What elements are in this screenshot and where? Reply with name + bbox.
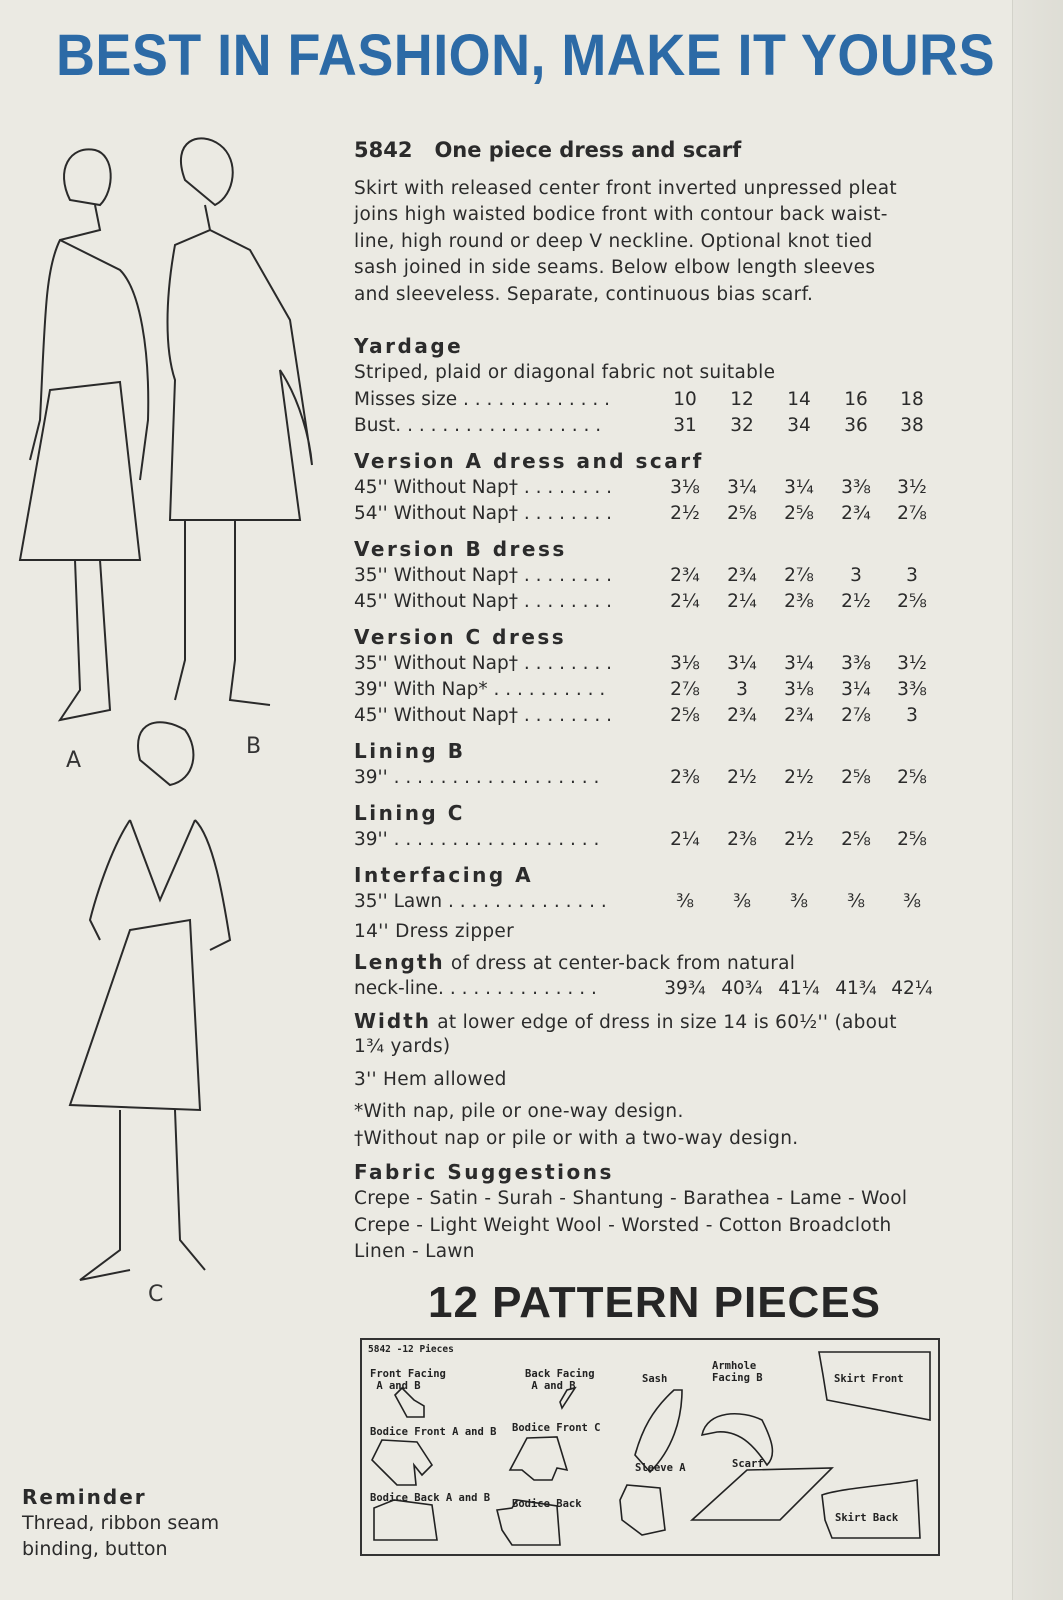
row-label: Bust. . . . . . . . . . . . . . . . . . xyxy=(354,414,602,436)
row-value: 3⅜ xyxy=(897,678,927,700)
pattern-name: One piece dress and scarf xyxy=(434,138,742,162)
row-value: 10 xyxy=(673,388,697,410)
fabric-line: Linen - Lawn xyxy=(354,1241,475,1263)
row-value: 3¼ xyxy=(727,476,757,498)
description-line: joins high waisted bodice front with contour back waist- xyxy=(354,204,888,226)
row-value: 12 xyxy=(730,388,754,410)
row-value: 2¼ xyxy=(727,590,757,612)
pattern-description xyxy=(354,176,939,308)
yardage-row xyxy=(354,889,939,915)
row-label: 39'' . . . . . . . . . . . . . . . . . . xyxy=(354,828,600,850)
description-line: Skirt with released center front inverted unpressed pleat xyxy=(354,178,897,199)
row-value: 3⅜ xyxy=(841,476,871,498)
pattern-pieces-diagram xyxy=(360,1338,940,1556)
row-value: 18 xyxy=(900,388,924,410)
row-value: 3⅛ xyxy=(670,652,700,674)
row-value: 42¼ xyxy=(891,977,933,999)
row-label: 54'' Without Nap† . . . . . . . . xyxy=(354,502,613,524)
yardage-row xyxy=(354,589,939,615)
notions: 14'' Dress zipper xyxy=(354,920,515,942)
row-value: 2½ xyxy=(841,590,871,612)
figure-c xyxy=(70,722,230,1280)
reminder-line: binding, button xyxy=(22,1538,168,1560)
row-value: 2⅝ xyxy=(897,766,927,788)
label-bodice-back-ab: Bodice Back A and B xyxy=(370,1492,491,1504)
row-value: 2¾ xyxy=(784,704,814,726)
yardage-row xyxy=(354,765,939,791)
reminder-heading: Reminder xyxy=(22,1485,147,1509)
footnote-without-nap: †Without nap or pile or with a two-way design. xyxy=(354,1127,799,1149)
row-value: 2⅝ xyxy=(897,590,927,612)
bodice-back-ab-shape xyxy=(374,1500,437,1540)
section-heading: Version A dress and scarf xyxy=(354,448,704,473)
row-value: 41¾ xyxy=(835,977,877,999)
scarf-shape xyxy=(692,1468,832,1520)
row-value: 2⅞ xyxy=(841,704,871,726)
row-value: ⅜ xyxy=(733,890,751,912)
label-sleeve-a: Sleeve A xyxy=(635,1462,686,1474)
row-label: Misses size . . . . . . . . . . . . . xyxy=(354,388,611,410)
row-value: 2⅞ xyxy=(897,502,927,524)
row-label: 35'' Without Nap† . . . . . . . . xyxy=(354,564,613,586)
yardage-row xyxy=(354,501,939,527)
label-armhole-facing: Armhole Facing B xyxy=(712,1360,763,1384)
row-value: 39¾ xyxy=(664,977,706,999)
label-skirt-front: Skirt Front xyxy=(834,1373,904,1385)
reminder-line: Thread, ribbon seam xyxy=(22,1512,220,1534)
row-value: 2⅞ xyxy=(784,564,814,586)
row-value: 31 xyxy=(673,414,697,436)
label-back-facing: Back Facing A and B xyxy=(525,1368,595,1392)
section-heading: Interfacing A xyxy=(354,862,534,887)
row-label: 39'' . . . . . . . . . . . . . . . . . . xyxy=(354,766,600,788)
fashion-illustrations xyxy=(0,120,340,1320)
width-text xyxy=(354,1008,939,1035)
yardage-row xyxy=(354,475,939,501)
fabric-heading: Fabric Suggestions xyxy=(354,1160,614,1185)
description-line: and sleeveless. Separate, continuous bias scarf. xyxy=(354,283,814,305)
bodice-front-ab-shape xyxy=(372,1440,432,1485)
yardage-row xyxy=(354,677,939,703)
footnote-nap: *With nap, pile or one-way design. xyxy=(354,1101,684,1123)
pattern-number: 5842 xyxy=(354,138,413,162)
label-bodice-front-c: Bodice Front C xyxy=(512,1422,601,1434)
row-label: 45'' Without Nap† . . . . . . . . xyxy=(354,590,613,612)
row-value: 3¼ xyxy=(727,652,757,674)
figure-label-a: A xyxy=(66,748,82,773)
label-scarf: Scarf xyxy=(732,1458,764,1470)
row-value: 3½ xyxy=(897,476,927,498)
row-value: 16 xyxy=(844,388,868,410)
row-value: 3 xyxy=(850,564,862,586)
row-value: ⅜ xyxy=(676,890,694,912)
row-value: 2½ xyxy=(727,766,757,788)
fabric-line: Crepe - Satin - Surah - Shantung - Barathea - Lame - Wool xyxy=(354,1188,908,1210)
figure-label-c: C xyxy=(148,1282,164,1307)
row-value: 2¾ xyxy=(727,564,757,586)
row-value: ⅜ xyxy=(847,890,865,912)
label-bodice-front-ab: Bodice Front A and B xyxy=(370,1426,497,1438)
paper-edge xyxy=(1012,0,1063,1600)
label-front-facing: Front Facing A and B xyxy=(370,1368,446,1392)
bodice-front-c-shape xyxy=(510,1437,567,1480)
row-label: 45'' Without Nap† . . . . . . . . xyxy=(354,476,613,498)
skirt-front-shape xyxy=(819,1352,930,1420)
row-value: 2½ xyxy=(784,766,814,788)
row-value: 3 xyxy=(736,678,748,700)
fabric-line: Crepe - Light Weight Wool - Worsted - Cotton Broadcloth xyxy=(354,1214,892,1236)
hem-allowance: 3'' Hem allowed xyxy=(354,1068,507,1090)
yardage-row xyxy=(354,563,939,589)
row-value: 2⅝ xyxy=(897,828,927,850)
row-value: 3¼ xyxy=(784,476,814,498)
sash-shape xyxy=(635,1390,682,1472)
row-value: 3½ xyxy=(897,652,927,674)
row-value: 14 xyxy=(787,388,811,410)
row-value: 3¼ xyxy=(841,678,871,700)
row-value: 38 xyxy=(900,414,924,436)
yardage-row xyxy=(354,827,939,853)
description-line: sash joined in side seams. Below elbow length sleeves xyxy=(354,257,876,279)
row-value: 41¼ xyxy=(778,977,820,999)
row-value: ⅜ xyxy=(790,890,808,912)
row-label: 45'' Without Nap† . . . . . . . . xyxy=(354,704,613,726)
row-value: 3⅛ xyxy=(670,476,700,498)
front-facing-shape xyxy=(395,1388,424,1417)
page-title: BEST IN FASHION, MAKE IT YOURS xyxy=(56,23,996,88)
row-label: 35'' Without Nap† . . . . . . . . xyxy=(354,652,613,674)
dress-illustration xyxy=(0,120,340,1320)
figure-a xyxy=(20,149,148,720)
row-value: 36 xyxy=(844,414,868,436)
length-text xyxy=(354,949,939,976)
label-sash: Sash xyxy=(642,1373,668,1385)
row-value: 2¼ xyxy=(670,828,700,850)
sizes-row xyxy=(354,387,939,413)
yardage-row xyxy=(354,703,939,729)
yardage-row xyxy=(354,651,939,677)
label-bodice-back: Bodice Back xyxy=(512,1498,582,1510)
row-value: 2⅜ xyxy=(670,766,700,788)
row-value: 2⅝ xyxy=(670,704,700,726)
row-value: ⅜ xyxy=(903,890,921,912)
reminder xyxy=(22,1484,219,1562)
sleeve-a-shape xyxy=(620,1485,665,1535)
pattern-details xyxy=(354,138,939,1266)
yardage-heading: Yardage xyxy=(354,334,464,359)
row-value: 2½ xyxy=(670,502,700,524)
row-value: 2⅝ xyxy=(727,502,757,524)
row-value: 2⅞ xyxy=(670,678,700,700)
row-label: 35'' Lawn . . . . . . . . . . . . . . xyxy=(354,890,607,912)
row-label: neck-line. . . . . . . . . . . . . . xyxy=(354,977,597,999)
section-heading: Version B dress xyxy=(354,536,567,561)
row-value: 2⅝ xyxy=(841,828,871,850)
figure-b xyxy=(168,138,313,705)
row-value: 2⅜ xyxy=(727,828,757,850)
section-heading: Lining C xyxy=(354,800,465,825)
pattern-heading xyxy=(354,138,939,162)
description-line: line, high round or deep V neckline. Optional knot tied xyxy=(354,230,873,252)
label-skirt-back: Skirt Back xyxy=(835,1512,899,1524)
width-heading: Width xyxy=(354,1008,432,1033)
row-value: 3⅜ xyxy=(841,652,871,674)
row-value: 2⅝ xyxy=(784,502,814,524)
row-value: 2⅜ xyxy=(784,590,814,612)
bust-row xyxy=(354,413,939,439)
row-value: 2¾ xyxy=(727,704,757,726)
row-label: 39'' With Nap* . . . . . . . . . . xyxy=(354,678,606,700)
skirt-back-shape xyxy=(822,1480,920,1538)
length-heading: Length xyxy=(354,950,445,975)
figure-label-b: B xyxy=(246,734,262,759)
row-value: 32 xyxy=(730,414,754,436)
yardage-note: Striped, plaid or diagonal fabric not suitable xyxy=(354,362,776,384)
row-value: 3 xyxy=(906,704,918,726)
row-value: 2½ xyxy=(784,828,814,850)
box-title: 5842 -12 Pieces xyxy=(368,1344,454,1355)
row-value: 40¾ xyxy=(721,977,763,999)
length-desc: of dress at center-back from natural xyxy=(444,953,796,975)
row-value: 2⅝ xyxy=(841,766,871,788)
width-text-2: 1¾ yards) xyxy=(354,1036,451,1058)
row-value: 2¾ xyxy=(841,502,871,524)
row-value: 3⅛ xyxy=(784,678,814,700)
row-value: 3 xyxy=(906,564,918,586)
width-desc: at lower edge of dress in size 14 is 60½'' (about xyxy=(431,1011,897,1033)
length-row xyxy=(354,976,939,1002)
section-heading: Version C dress xyxy=(354,624,567,649)
row-value: 34 xyxy=(787,414,811,436)
pattern-pieces-heading: 12 PATTERN PIECES xyxy=(428,1278,882,1327)
row-value: 2¼ xyxy=(670,590,700,612)
row-value: 3¼ xyxy=(784,652,814,674)
row-value: 2¾ xyxy=(670,564,700,586)
section-heading: Lining B xyxy=(354,738,466,763)
